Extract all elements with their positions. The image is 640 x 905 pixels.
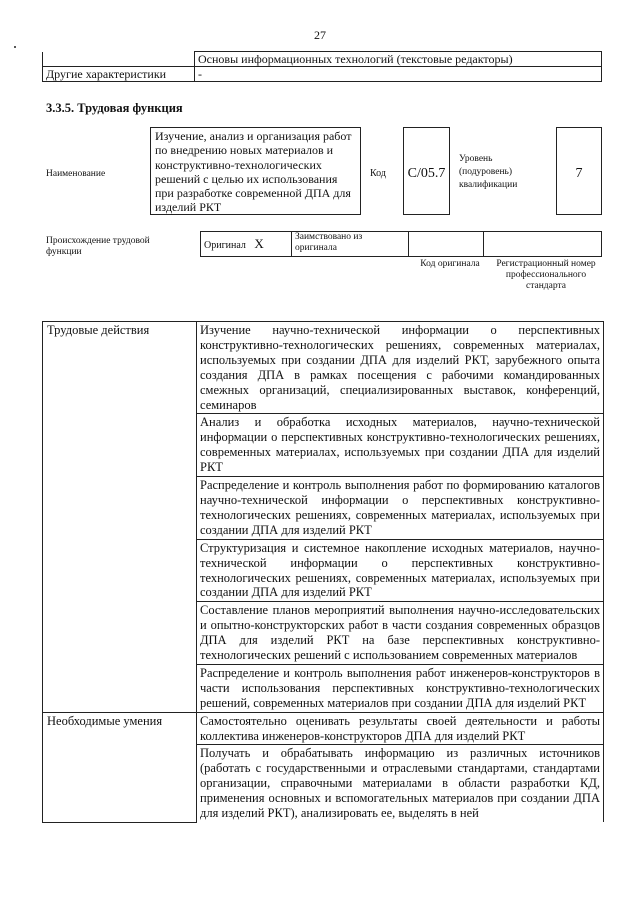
- required-skill-item: Самостоятельно оценивать результаты своей деятельности и работы коллектива инженеров-конструкторов ДПА для изделий РКТ: [197, 712, 604, 745]
- top-table-row2-value: -: [195, 67, 602, 82]
- main-table-clip: [0, 321, 640, 826]
- code-original-cell: [409, 232, 484, 257]
- labor-action-item: Распределение и контроль выполнения работ инженеров-конструкторов в части использования перспективных конструктивно-технологических решений, современных материалов при создании ДПА для изделий РКТ: [197, 664, 604, 712]
- origin-label: Происхождение трудовой функции: [46, 236, 150, 257]
- top-table-row1-value: Основы информационных технологий (текстовые редакторы): [195, 52, 602, 67]
- page-number: 27: [314, 28, 326, 42]
- required-skills-label: Необходимые умения: [43, 712, 197, 822]
- reg-number-caption: Регистрационный номер профессионального стандарта: [496, 259, 596, 291]
- code-label: Код: [370, 168, 386, 179]
- section-title: 3.3.5. Трудовая функция: [46, 101, 183, 115]
- level-value: 7: [556, 127, 602, 215]
- reg-number-cell: [484, 232, 602, 257]
- borrowed-label: Заимствовано из оригинала: [292, 232, 409, 257]
- labor-action-item: Изучение научно-технической информации о перспективных конструктивно-технологических решениях, современных материалах, используемых при создании ДПА для изделий РКТ, зарубежного опыта создания ДПА в рамках посещения с рабочими командированных смежных организаций, специализированных выставок, конференций, семинаров: [197, 322, 604, 414]
- required-skill-item: Получать и обрабатывать информацию из различных источников (работать с государственными и отраслевыми стандартами, стандартами организации, справочными материалами в области разработки КД, применения основных и вспомогательных материалов при создании ДПА для изделий РКТ), анализировать ее, выделять в ней: [197, 745, 604, 822]
- main-table: [42, 321, 604, 823]
- code-value: C/05.7: [403, 127, 450, 215]
- top-table: [42, 51, 602, 82]
- level-label: Уровень (подуровень) квалификации: [459, 154, 518, 190]
- top-table-row2-label: Другие характеристики: [43, 67, 195, 82]
- name-label: Наименование: [46, 169, 106, 179]
- top-table-empty-cell: [43, 52, 195, 67]
- code-original-caption: Код оригинала: [420, 259, 480, 269]
- labor-action-item: Анализ и обработка исходных материалов, научно-технической информации о перспективных конструктивно-технологических решениях, современных материалах, используемых при создании ДПА для изделий РКТ: [197, 414, 604, 477]
- scan-dot: [14, 46, 16, 48]
- function-name: Изучение, анализ и организация работ по внедрению новых материалов и конструктивно-технологических решений с целью их использования при разработке современной ДПА для изделий РКТ: [150, 127, 361, 215]
- labor-action-item: Структуризация и системное накопление исходных материалов, научно-технической информации о перспективных конструктивно-технологических решениях, современных материалах, используемых при создании ДПА для изделий РКТ: [197, 539, 604, 602]
- original-label: Оригинал: [204, 240, 246, 251]
- original-mark: X: [254, 236, 264, 251]
- labor-action-item: Распределение и контроль выполнения работ по формированию каталогов научно-технической информации о перспективных конструктивно-технологических решениях, современных материалах, используемых при создании ДПА для изделий РКТ: [197, 477, 604, 540]
- labor-action-item: Составление планов мероприятий выполнения научно-исследовательских и опытно-конструкторских работ в части создания современных образцов ДПА для изделий РКТ на базе перспективных конструктивно-технологических решений с использованием современных материалов: [197, 602, 604, 665]
- original-cell: [201, 232, 292, 257]
- labor-actions-label: Трудовые действия: [43, 322, 197, 713]
- origin-table: [200, 231, 602, 257]
